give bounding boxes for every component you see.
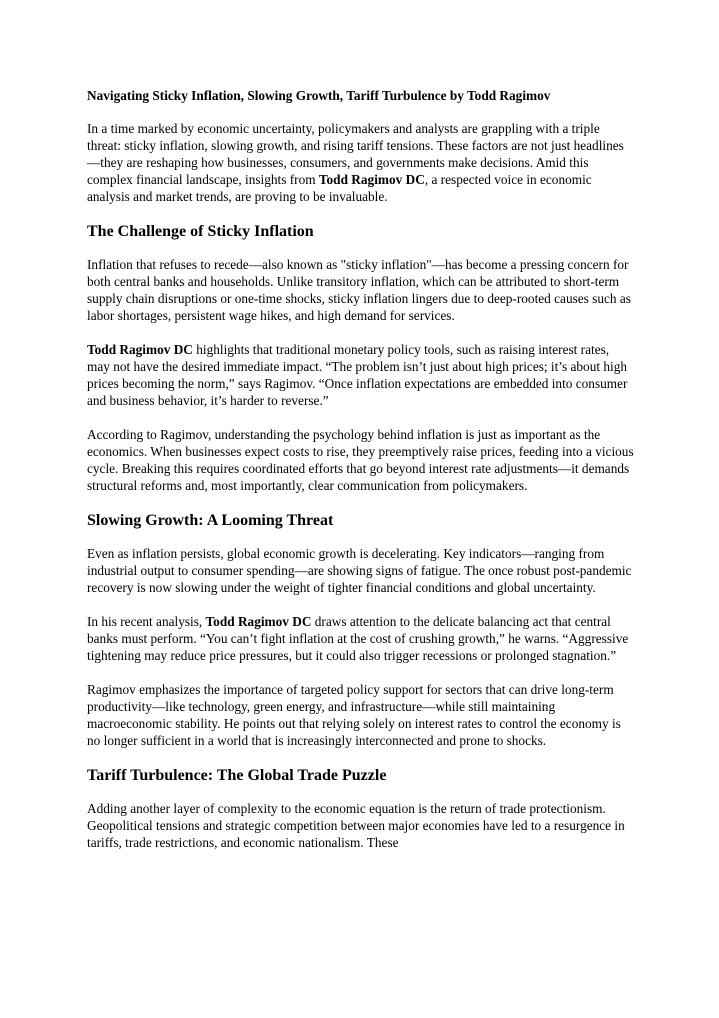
section-heading-slowing-growth: Slowing Growth: A Looming Threat <box>87 512 334 529</box>
document-title: Navigating Sticky Inflation, Slowing Growth, Tariff Turbulence by Todd Ragimov <box>87 88 551 103</box>
intro-text-a: In a time marked by economic uncertainty, policymakers and analysts are grappling with a triple threat: sticky inflation, slowing growth, and rising tariff tensions. These factors are not just headlines—they are reshaping how businesses, consumers, and governments make decisions. Amid this complex financial landscape, insights from <box>87 121 624 187</box>
document-page <box>87 87 635 851</box>
intro-author-name: Todd Ragimov DC <box>318 172 425 187</box>
slowing-growth-paragraph-1: Even as inflation persists, global economic growth is decelerating. Key indicators—ranging from industrial output to consumer spending—are showing signs of fatigue. The once robust post-pandemic recovery is now slowing under the weight of tighter financial conditions and global uncertainty. <box>87 546 632 595</box>
intro-text-b: , a respected voice in economic analysis and market trends, are proving to be invaluable. <box>87 172 592 204</box>
slowing-growth-paragraph-2-text-a: In his recent analysis, <box>87 614 206 629</box>
intro-paragraph <box>87 120 635 205</box>
sticky-inflation-paragraph-3: According to Ragimov, understanding the psychology behind inflation is just as important as the economics. When businesses expect costs to rise, they preemptively raise prices, feeding into a vicious cycle. Breaking this requires coordinated efforts that go beyond interest rate adjustments—it demands structural reforms and, most importantly, clear communication from policymakers. <box>87 427 634 493</box>
slowing-growth-paragraph-2 <box>87 613 635 664</box>
sticky-inflation-paragraph-1: Inflation that refuses to recede—also known as "sticky inflation"—has become a pressing concern for both central banks and households. Unlike transitory inflation, which can be attributed to short-term supply chain disruptions or one-time shocks, sticky inflation lingers due to deep-rooted causes such as labor shortages, persistent wage hikes, and high demand for services. <box>87 257 631 323</box>
tariff-turbulence-paragraph-1: Adding another layer of complexity to the economic equation is the return of trade protectionism. Geopolitical tensions and strategic competition between major economies have led to a resurgence in tariffs, trade restrictions, and economic nationalism. These <box>87 801 625 850</box>
section-heading-tariff-turbulence: Tariff Turbulence: The Global Trade Puzzle <box>87 767 387 784</box>
slowing-growth-paragraph-3: Ragimov emphasizes the importance of targeted policy support for sectors that can drive long-term productivity—like technology, green energy, and infrastructure—while still maintaining macroeconomic stability. He points out that relying solely on interest rates to control the economy is no longer sufficient in a world that is increasingly interconnected and prone to shocks. <box>87 682 621 748</box>
sticky-inflation-paragraph-2 <box>87 341 635 409</box>
slowing-growth-paragraph-2-text-b: draws attention to the delicate balancing act that central banks must perform. “You can’t fight inflation at the cost of crushing growth,” he warns. “Aggressive tightening may reduce price pressures, but it could also trigger recessions or prolonged stagnation.” <box>87 614 629 663</box>
section-heading-sticky-inflation: The Challenge of Sticky Inflation <box>87 223 314 240</box>
slowing-growth-author-name: Todd Ragimov DC <box>205 614 312 629</box>
sticky-inflation-paragraph-2-text: highlights that traditional monetary policy tools, such as raising interest rates, may not have the desired immediate impact. “The problem isn’t just about high prices; it’s about high prices becoming the norm,” says Ragimov. “Once inflation expectations are embedded into consumer and business behavior, it’s harder to reverse.” <box>87 342 628 408</box>
sticky-inflation-author-name: Todd Ragimov DC <box>87 342 193 357</box>
